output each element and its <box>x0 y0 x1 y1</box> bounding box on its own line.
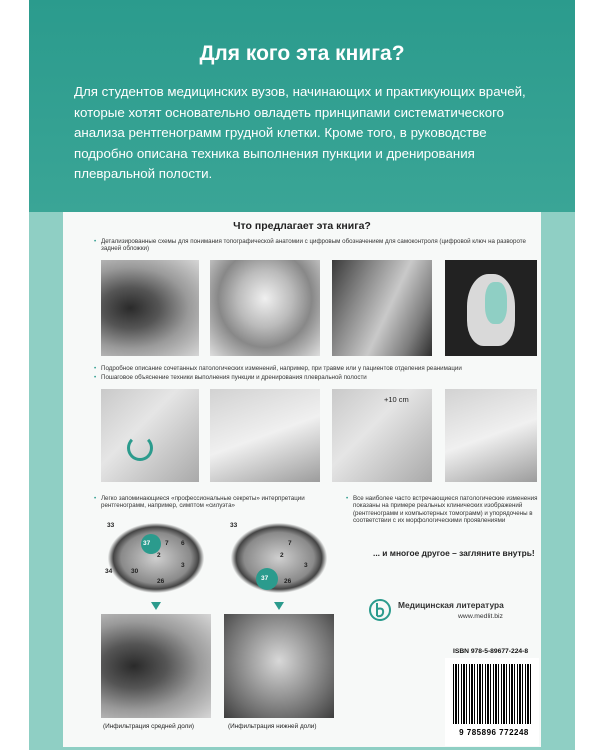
hand-photo-image <box>101 389 199 482</box>
caption-middle-lobe: (Инфильтрация средней доли) <box>103 723 195 730</box>
isbn-text: ISBN 978-5-89677-224-8 <box>453 648 529 655</box>
cover-title: Для кого эта книга? <box>199 42 405 65</box>
publisher-name: Медицинская литература <box>398 600 504 610</box>
ct-label: 37 <box>261 575 269 582</box>
intro-text: Для студентов медицинских вузов, начинающих и практикующих врачей, которые хотят основательно овладеть принципами систематического анализа рентгенограмм грудной клетки. Кроме того, в руководстве подробно описана техника выполнения пункции и дренирования плевральной полости. <box>74 84 526 181</box>
ct-label: 7 <box>288 540 292 547</box>
panel-title: Что предлагает эта книга? <box>233 220 371 232</box>
header-band <box>29 0 575 212</box>
ct-scan-right-image <box>224 518 334 598</box>
book-back-cover <box>29 0 575 750</box>
bullet-combined: • Подробное описание сочетанных патологических изменений, например, при травме или у пациентов отделения реанимации <box>101 365 531 372</box>
more-inside-text: ... и многое другое – загляните внутрь! <box>373 548 535 558</box>
tube-photo-image <box>445 389 537 482</box>
bullet-schemes: • Детализированные схемы для понимания топографической анатомии с цифровым обозначением для самоконтроля (цифровой ключ на развороте задней обложки) <box>101 238 531 253</box>
middle-lobe-xray-image <box>101 614 211 718</box>
ct-label: 26 <box>157 578 165 585</box>
barcode <box>445 658 539 746</box>
lateral-xray-image <box>332 260 432 356</box>
chest-xray-image <box>101 260 199 356</box>
ct-label: 2 <box>280 552 284 559</box>
plus-10cm-label: +10 cm <box>384 395 409 404</box>
barcode-number: 9 785896 772248 <box>459 728 529 737</box>
ct-label: 30 <box>131 568 139 575</box>
ct-label: 33 <box>107 522 115 529</box>
ct-label: 26 <box>284 578 292 585</box>
anatomy-scheme-image <box>210 260 320 356</box>
incision-photo-image <box>210 389 320 482</box>
drain-photo-image <box>332 389 432 482</box>
ct-label: 6 <box>181 540 185 547</box>
ct-label: 37 <box>143 540 151 547</box>
ct-label: 3 <box>304 562 308 569</box>
publisher-logo-icon <box>368 598 392 622</box>
lower-lobe-xray-image <box>224 614 334 718</box>
ct-label: 7 <box>165 540 169 547</box>
ct-label: 3 <box>181 562 185 569</box>
bullet-secrets: • Легко запоминающиеся «профессиональные секреты» интерпретации рентгенограмм, например, симптом «силуэта» <box>101 495 327 510</box>
publisher-url: www.medlit.biz <box>458 613 503 620</box>
ct-label: 33 <box>230 522 238 529</box>
ct-label: 2 <box>157 552 161 559</box>
features-panel <box>63 212 541 747</box>
ct-label: 34 <box>105 568 113 575</box>
down-arrow-icon <box>274 602 284 610</box>
ct-scan-left-image <box>101 518 211 598</box>
down-arrow-icon <box>151 602 161 610</box>
bullet-technique: • Пошаговое объяснение техники выполнения пункции и дренирования плевральной полости <box>101 374 531 381</box>
lateral-scheme-image <box>445 260 537 356</box>
barcode-bars <box>453 664 533 724</box>
caption-lower-lobe: (Инфильтрация нижней доли) <box>228 723 317 730</box>
bullet-pathologies: • Все наиболее часто встречающиеся патологические изменения показаны на примере реальных клинических изображений (рентгенограмм и компьютерных томограмм) и упорядочены в соответствии с их морфологическими проявлениями <box>353 495 539 525</box>
